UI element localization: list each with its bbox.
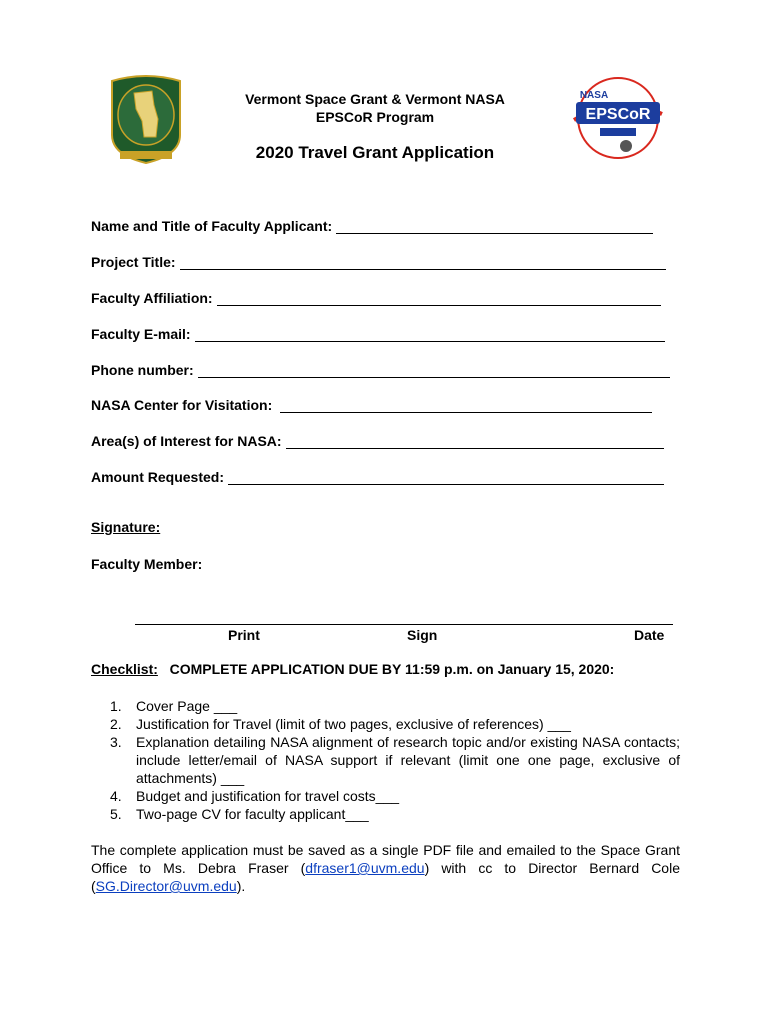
closing-text-1: The complete application must be saved as a single PDF file and emailed to the Space Grant Office to Ms. Debra Fraser (: [91, 842, 680, 876]
checklist-heading: [91, 661, 614, 677]
item-text: Explanation detailing NASA alignment of research topic and/or existing NASA contacts; include letter/email of NASA support if relevant (limit one one page, exclusive of attachments) ___: [136, 734, 680, 786]
item-number: 3.: [110, 734, 122, 750]
item-text: Budget and justification for travel costs___: [136, 788, 400, 804]
field-amount-requested[interactable]: [91, 465, 664, 485]
list-item: [110, 733, 680, 787]
svg-text:EPSCoR: EPSCoR: [585, 106, 651, 123]
org-line-2: EPSCoR Program: [315, 109, 435, 125]
signature-line[interactable]: [135, 624, 673, 625]
closing-text-2: ) with cc to Director Bernard Cole (: [91, 860, 680, 894]
field-name-title[interactable]: [91, 214, 653, 234]
sign-label: Sign: [407, 627, 438, 643]
field-label: Faculty E-mail:: [91, 326, 191, 342]
submission-instructions: [91, 841, 680, 895]
field-label: Area(s) of Interest for NASA:: [91, 433, 282, 449]
fill-line[interactable]: [280, 398, 652, 413]
signature-heading: Signature:: [91, 519, 161, 535]
org-line-1: Vermont Space Grant & Vermont NASA: [245, 91, 505, 107]
checklist-items: [110, 697, 680, 823]
fill-line[interactable]: [217, 291, 661, 306]
field-label: NASA Center for Visitation:: [91, 397, 273, 413]
list-item: [110, 697, 680, 715]
field-project-title[interactable]: [91, 250, 666, 270]
vermont-space-grant-seal-icon: [108, 75, 184, 165]
field-label: Amount Requested:: [91, 469, 224, 485]
checklist-label: Checklist:: [91, 661, 158, 677]
fill-line[interactable]: [228, 470, 664, 485]
date-label: Date: [634, 627, 665, 643]
field-nasa-center[interactable]: [91, 393, 652, 413]
fill-line[interactable]: [198, 363, 670, 378]
print-label: Print: [228, 627, 260, 643]
organization-heading: [200, 90, 550, 126]
item-number: 1.: [110, 698, 122, 714]
item-number: 2.: [110, 716, 122, 732]
field-label: Phone number:: [91, 362, 194, 378]
item-number: 4.: [110, 788, 122, 804]
form-title: 2020 Travel Grant Application: [255, 143, 495, 162]
email-link-fraser[interactable]: dfraser1@uvm.edu: [305, 860, 425, 876]
item-text: Two-page CV for faculty applicant___: [136, 806, 369, 822]
fill-line[interactable]: [336, 219, 653, 234]
field-phone-number[interactable]: [91, 358, 670, 378]
field-faculty-affiliation[interactable]: [91, 286, 661, 306]
item-text: Cover Page ___: [136, 698, 238, 714]
item-number: 5.: [110, 806, 122, 822]
field-faculty-email[interactable]: [91, 322, 665, 342]
list-item: [110, 787, 680, 805]
faculty-member-label: Faculty Member:: [91, 556, 203, 572]
fill-line[interactable]: [180, 255, 666, 270]
list-item: [110, 715, 680, 733]
fill-line[interactable]: [195, 327, 665, 342]
field-label: Project Title:: [91, 254, 176, 270]
list-item: [110, 805, 680, 823]
field-areas-of-interest[interactable]: [91, 429, 664, 449]
email-link-director[interactable]: SG.Director@uvm.edu: [95, 878, 237, 894]
field-label: Faculty Affiliation:: [91, 290, 213, 306]
nasa-epscor-vermont-logo-icon: [572, 74, 664, 164]
fill-line[interactable]: [286, 434, 664, 449]
svg-text:NASA: NASA: [579, 90, 609, 101]
checklist-due: COMPLETE APPLICATION DUE BY 11:59 p.m. on January 15, 2020:: [169, 661, 615, 677]
item-text: Justification for Travel (limit of two pages, exclusive of references) ___: [136, 716, 571, 732]
closing-text-3: ).: [236, 878, 246, 894]
field-label: Name and Title of Faculty Applicant:: [91, 218, 333, 234]
